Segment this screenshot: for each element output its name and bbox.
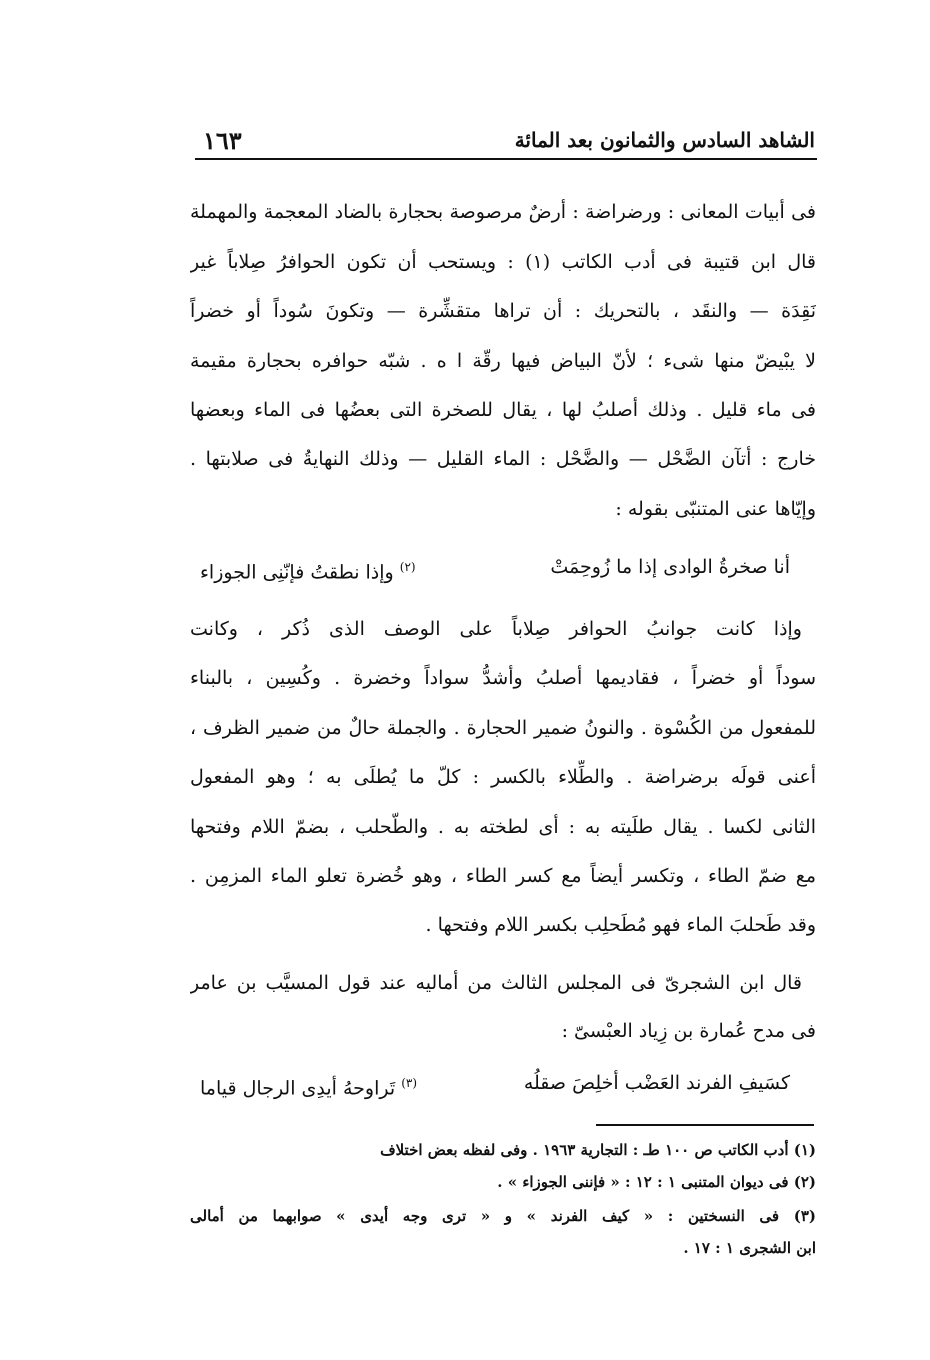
text-line: فى أبيات المعانى : ورضراضة : أرضٌ مرصوصة بحجارة بالضاد المعجمة والمهملة: [190, 201, 816, 223]
verse-second-hemistich: $^{(٣)}$ تَراوحهُ أيدِى الرجال قياما: [200, 1076, 418, 1100]
footnote-3: (٣) فى النسختين : « كيف الفرند » و « ترى وجه أيدى » صوابهما من أمالى: [190, 1207, 816, 1225]
footnote-ref: (٢): [399, 560, 416, 574]
page-header: [195, 122, 815, 162]
text-line: قال ابن قتيبة فى أدب الكاتب (١) : ويستحب أن تكون الحوافرُ صِلاباً غير: [190, 251, 816, 273]
text-line: مع ضمّ الطاء ، وتكسر أيضاً مع كسر الطاء ، وهو خُضرة تعلو الماء المزمِن .: [190, 865, 816, 887]
footnote-1: (١) أدب الكاتب ص ١٠٠ طـ : التجارية ١٩٦٣ . وفى لفظه بعض اختلاف: [380, 1141, 816, 1159]
footnote-rule: [596, 1124, 814, 1126]
text-line: خارج : أتآن الضَّحْل — والضَّحْل : الماء القليل — وذلك النهايةُ فى صلابتها .: [190, 448, 816, 470]
verse-1: [200, 550, 790, 584]
text-line: وقد طَحلبَ الماء فهو مُطَحلِب بكسر اللام وفتحها .: [425, 914, 816, 936]
verse-first-hemistich: أنا صخرةُ الوادى إذا ما زُوحِمَتْ: [550, 556, 790, 578]
text-line: أعنى قولَه برضراضة . والطِّلاء بالكسر : كلّ ما يُطلَى به ؛ وهو المفعول: [190, 766, 816, 788]
text-line: فى ماء قليل . وذلك أصلبُ لها ، يقال للصخرة التى بعضُها فى الماء وبعضها: [190, 399, 816, 421]
text-line: سوداً أو خضراً ، فقاديمها أصلبُ وأشدُّ سواداً وخضرة . وكُسِين ، بالبناء: [190, 667, 816, 689]
text-line: لا يبْيضّ منها شىء ؛ لأنّ البياض فيها رقّة ا ه . شبّه حوافره بحجارة مقيمة: [190, 350, 816, 372]
header-rule: [195, 158, 817, 160]
text-line: وإيّاها عنى المتنبّى بقوله :: [615, 498, 816, 520]
verse-second-hemistich: $^{(٢)}$ وإذا نطقتُ فإنّنِى الجوزاء: [200, 560, 416, 584]
text-line: وإذا كانت جوانبُ الحوافر صِلاباً على الوصف الذى ذُكر ، وكانت: [190, 618, 802, 640]
text-line: للمفعول من الكُسْوة . والنونُ ضمير الحجارة . والجملة حالٌ من ضمير الظرف ،: [190, 717, 816, 739]
verse-2: [200, 1066, 790, 1100]
verse-first-hemistich: كسَيفِ الفرند العَضْب أخلِصَ صقلُه: [523, 1072, 790, 1094]
footnote-ref: (٣): [401, 1076, 418, 1090]
text-line: قال ابن الشجرىّ فى المجلس الثالث من أماليه عند قول المسيَّب بن عامر: [190, 972, 802, 994]
page-number: ١٦٣: [203, 126, 242, 155]
running-title: الشاهد السادس والثمانون بعد المائة: [514, 128, 815, 152]
text-line: فى مدح عُمارة بن زِياد العبْسىّ :: [561, 1020, 816, 1042]
text-line: نَقِدَة — والنقَد ، بالتحريك : أن تراها متقشِّرة — وتكونَ سُوداً أو خضراً: [190, 300, 816, 322]
text-line: الثانى لكسا . يقال طلَيته به : أى لطخته به . والطّحلب ، بضمّ اللام وفتحها: [190, 816, 816, 838]
footnote-3-continued: ابن الشجرى ١ : ١٧ .: [683, 1239, 816, 1257]
footnote-2: (٢) فى ديوان المتنبى ١ : ١٢ : « فإننى الجوزاء » .: [497, 1173, 816, 1191]
